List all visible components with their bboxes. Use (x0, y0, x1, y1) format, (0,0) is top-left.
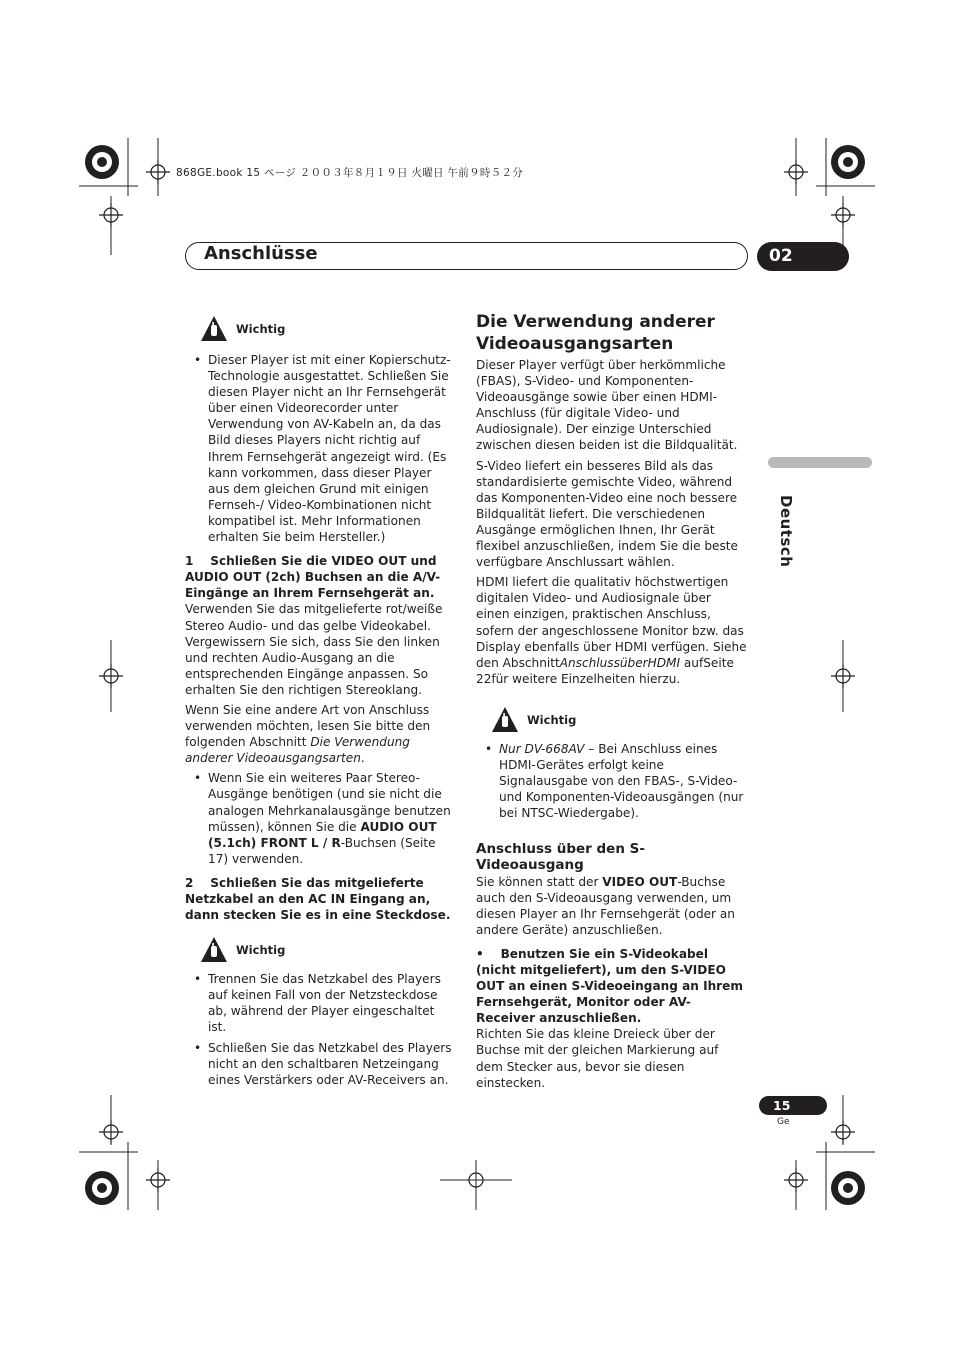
note-label: Wichtig (527, 712, 577, 727)
para: Dieser Player verfügt über herkömmliche (FBAS), S-Video- und Komponenten-Videoausgänge sowie über einen HDMI-Anschluss (für digitale Video- und Audiosignale). Der einzige Unterschied zwischen diesen beiden ist die Bildqualität. (476, 358, 738, 453)
note-bullet: • Schließen Sie das Netzkabel des Players nicht an den schaltbaren Netzeingang eines Verstärkers oder AV-Receivers an. (194, 1040, 452, 1087)
note-bullet: • Dieser Player ist mit einer Kopierschutz-Technologie ausgestattet. Schließen Sie diesen Player nicht an Ihr Fernsehgerät über einen Videorecorder unter Verwendung von AV-Kabeln an, da das Bild dieses Players nicht richtig auf Ihrem Fernsehgerät angezeigt wird. (Es kann vorkommen, dass dieser Player aus dem gleichen Grund mit einigen Fernseh-/ Video-Kombinationen nicht kompatibel ist. Mehr Informationen erhalten Sie beim Hersteller.) (194, 353, 451, 545)
para: S-Video liefert ein besseres Bild als das standardisierte gemischte Video, während das Komponenten-Video eine noch bessere Bildqualität liefert. Die verschiedenen Ausgänge ermöglichen Ihnen, Ihr Gerät flexibel anzuschließen, indem Sie die beste verfügbare Anschlussart wählen. (476, 458, 738, 570)
para: Sie können statt der VIDEO OUT-Buchse auch den S-Videoausgang verwenden, um diesen Player an Ihr Fernsehgerät (oder an andere Geräte) anzuschließen. (476, 874, 735, 937)
warning-hand-icon (200, 936, 228, 964)
right-column (476, 311, 748, 1091)
chapter-title: Anschlüsse (204, 243, 318, 264)
para: Richten Sie das kleine Dreieck über der Buchse mit der gleichen Markierung auf dem Stecker aus, bevor sie diesen einstecken. (476, 1027, 719, 1090)
step-1-para: Verwenden Sie das mitgelieferte rot/weiße Stereo Audio- und das gelbe Videokabel. Vergewissern Sie sich, dass Sie den linken und rechten Audio-Ausgang an die entsprechenden Eingänge anpassen. So erhalten Sie den richtigen Stereoklang. (185, 602, 443, 697)
note-header (185, 314, 455, 344)
registration-target (831, 1171, 865, 1205)
subsection-heading: Anschluss über den S-Videoausgang (476, 841, 645, 874)
side-tab-language: Deutsch (777, 495, 795, 568)
note-bullet: • Nur DV-668AV – Bei Anschluss eines HDMI-Gerätes erfolgt keine Signalausgabe von den FBAS-, S-Video- und Komponenten-Videoausgängen (nur bei NTSC-Wiedergabe). (485, 741, 744, 821)
note-header (185, 935, 455, 965)
page-language-code: Ge (777, 1117, 790, 1127)
registration-target (85, 145, 119, 179)
note-label: Wichtig (236, 321, 286, 336)
note-label: Wichtig (236, 943, 286, 958)
step-1-para-2: Wenn Sie eine andere Art von Anschluss verwenden möchten, lesen Sie bitte den folgenden Abschnitt Die Verwendung anderer Videoausgangsarten. (185, 702, 431, 766)
chapter-number: 02 (757, 242, 849, 271)
page-number: 15 (759, 1096, 827, 1115)
step-heading: • Benutzen Sie ein S-Videokabel (nicht mitgeliefert), um den S-VIDEO OUT an einen S-Videoeingang an Ihrem Fernsehgerät, Monitor oder AV-Receiver anzuschließen. (476, 946, 743, 1026)
step-1-bullet: • Wenn Sie ein weiteres Paar Stereo-Ausgänge benötigen (und sie nicht die analogen Mehrkanalausgänge benutzen müssen), können Sie die AUDIO OUT (5.1ch) FRONT L / R-Buchsen (Seite 17) verwenden. (194, 771, 451, 866)
note-bullet: • Trennen Sie das Netzkabel des Players auf keinen Fall von der Netzsteckdose ab, während der Player eingeschaltet ist. (194, 972, 441, 1035)
side-tab-bar (768, 457, 872, 468)
file-header: 868GE.book 15 ページ ２００３年８月１９日 火曜日 午前９時５２分 (176, 167, 524, 179)
registration-target (85, 1171, 119, 1205)
warning-hand-icon (200, 315, 228, 343)
step-2-heading: 2 Schließen Sie das mitgelieferte Netzkabel an den AC IN Eingang an, dann stecken Sie es in eine Steckdose. (185, 875, 451, 923)
registration-target (831, 145, 865, 179)
warning-hand-icon (491, 706, 519, 734)
note-header (476, 705, 748, 735)
left-column (185, 314, 455, 1088)
step-1-heading: 1 Schließen Sie die VIDEO OUT und AUDIO OUT (2ch) Buchsen an die A/V-Eingänge an Ihrem Fernsehgerät an. (185, 554, 441, 601)
section-heading: Die Verwendung anderer Videoausgangsarten (476, 312, 715, 354)
para: HDMI liefert die qualitativ höchstwertigen digitalen Video- und Audiosignale über einen einzigen, praktischen Anschluss, sofern der angeschlossene Monitor bzw. das Display ebenfalls über HDMI verfügen. Siehe den AbschnittAnschlussüberHDMI aufSeite 22für weitere Einzelheiten hierzu. (476, 575, 747, 686)
